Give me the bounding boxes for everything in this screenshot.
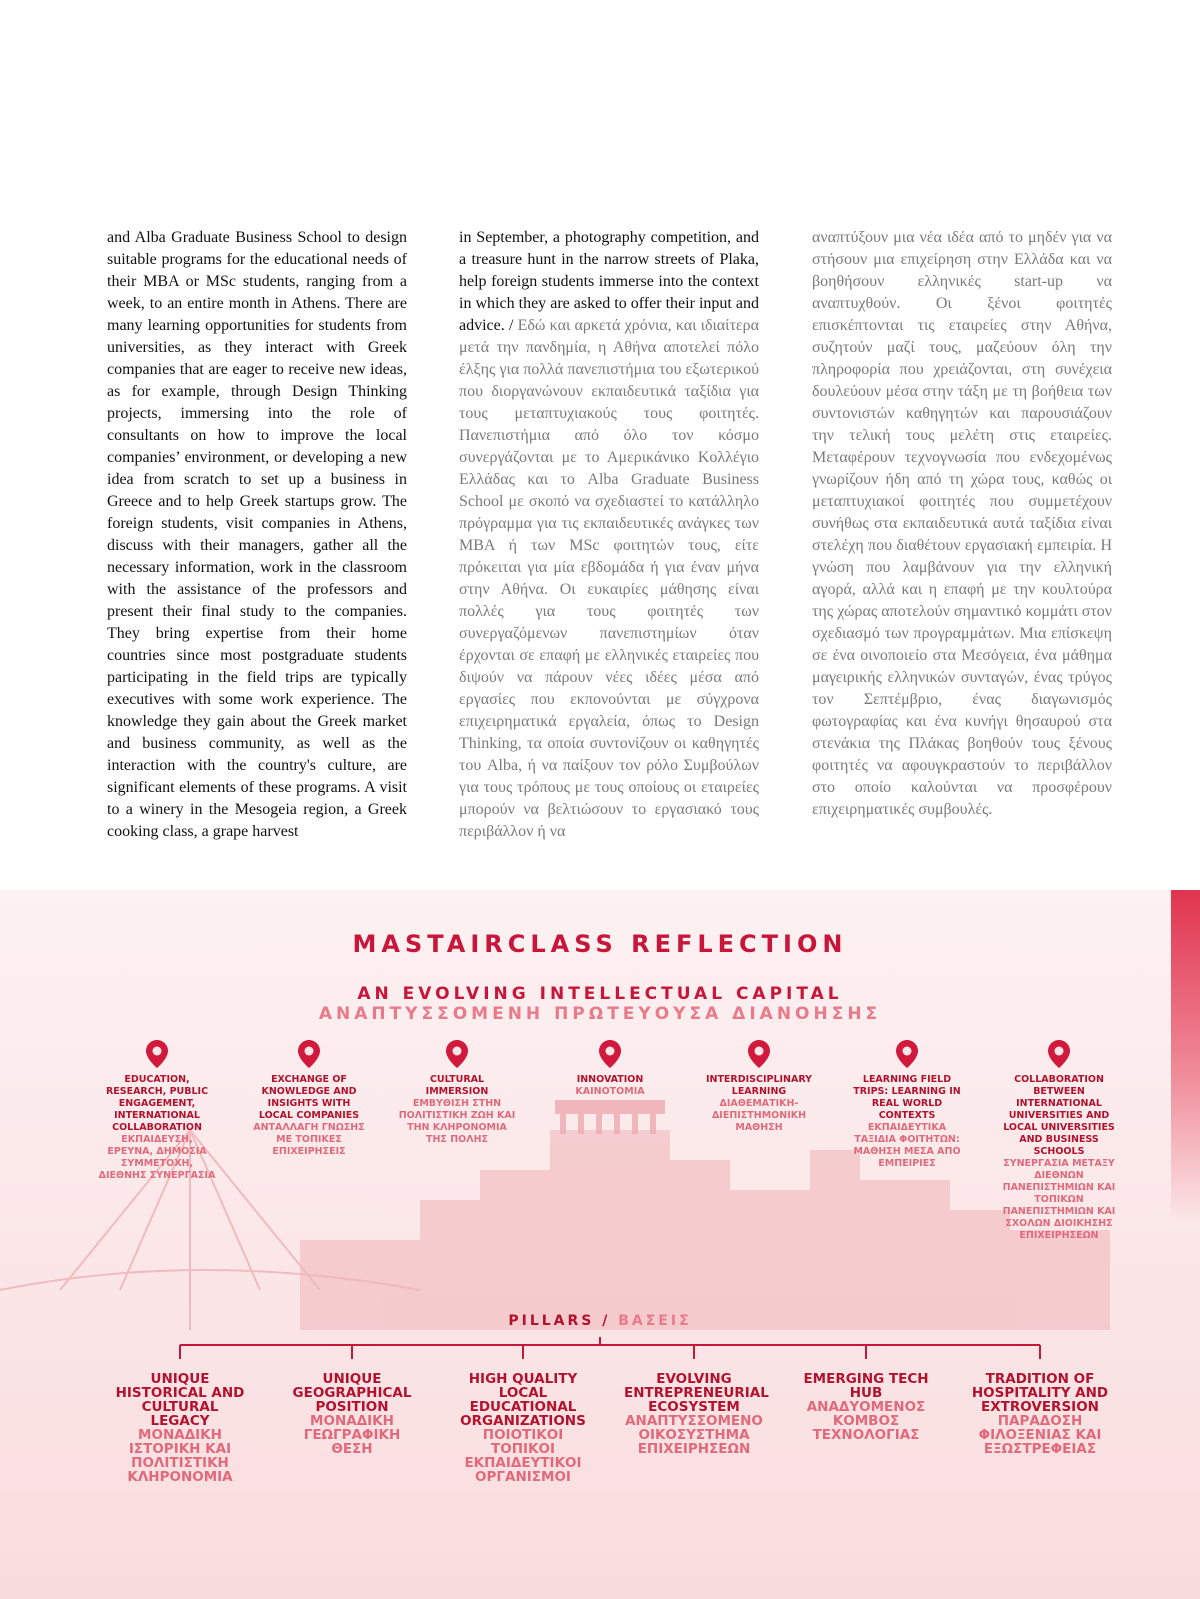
location-pin-icon — [1048, 1040, 1070, 1068]
article-column-mixed — [459, 227, 759, 843]
article-text-en: and Alba Graduate Business School to design suitable programs for the educational needs of their MBA or MSc students, ranging from a week, to an entire month in Athens. There are many learning opportunities for students from universities, as they interact with Greek companies that are eager to receive new ideas, as for example, through Design Thinking projects, immersing into the role of consultants on how to improve the local companies’ environment, or developing a new idea from scratch to set up a business in Greece and to help Greek startups grow. The foreign students, visit companies in Athens, discuss with their managers, gather all the necessary information, work in the classroom with the assistance of the professors and present their final study to the companies. They bring expertise from their home countries since most postgraduate students participating in the field trips are typically executives with some work experience. The knowledge they gain about the Greek market and business community, as well as the interaction with the country's culture, are significant elements of these programs. A visit to a winery in the Mesogeia region, a Greek cooking class, a grape harvest — [107, 229, 407, 840]
pillar-label-gr: ΑΝΑΔΥΟΜΕΝΟΣ ΚΟΜΒΟΣ ΤΕΧΝΟΛΟΓΙΑΣ — [806, 1399, 926, 1443]
pillar-item — [624, 1371, 769, 1457]
pillar-label-gr: ΠΟΙΟΤΙΚΟΙ ΤΟΠΙΚΟΙ ΕΚΠΑΙΔΕΥΤΙΚΟΙ ΟΡΓΑΝΙΣΜΟΙ — [464, 1427, 582, 1485]
topic-item — [848, 1040, 966, 1170]
topic-label-en: COLLABORATION BETWEEN INTERNATIONAL UNIVERSITIES AND LOCAL UNIVERSITIES AND BUSINESS SCHOOLS — [1003, 1074, 1115, 1157]
topic-label-gr: ΣΥΝΕΡΓΑΣΙΑ ΜΕΤΑΞΥ ΔΙΕΘΝΩΝ ΠΑΝΕΠΙΣΤΗΜΙΩΝ ΚΑΙ ΤΟΠΙΚΩΝ ΠΑΝΕΠΙΣΤΗΜΙΩΝ ΚΑΙ ΣΧΟΛΩΝ ΔΙΟΙΚΗΣΗΣ ΕΠΙΧΕΙΡΗΣΕΩΝ — [1002, 1158, 1116, 1241]
pillar-item — [282, 1372, 422, 1456]
topic-label-gr: ΑΝΤΑΛΛΑΓΗ ΓΝΩΣΗΣ ΜΕ ΤΟΠΙΚΕΣ ΕΠΙΧΕΙΡΗΣΕΙΣ — [253, 1122, 365, 1157]
pillars-heading-gr: ΒΑΣΕΙΣ — [618, 1313, 692, 1329]
topic-label-gr: ΕΚΠΑΙΔΕΥΣΗ, ΕΡΕΥΝΑ, ΔΗΜΟΣΙΑ ΣΥΜΜΕΤΟΧΗ, ΔΙΕΘΝΗΣ ΣΥΝΕΡΓΑΣΙΑ — [98, 1134, 216, 1181]
pillars-heading-separator: / — [594, 1313, 619, 1329]
pillar-label-en: UNIQUE GEOGRAPHICAL POSITION — [292, 1371, 412, 1415]
location-pin-icon — [446, 1040, 468, 1068]
topic-label-en: EDUCATION, RESEARCH, PUBLIC ENGAGEMENT, INTERNATIONAL COLLABORATION — [105, 1074, 209, 1133]
topic-item — [1000, 1040, 1118, 1242]
topic-label-en: CULTURAL IMMERSION — [425, 1074, 489, 1097]
pillars-heading — [0, 1313, 1200, 1329]
article-column-english — [107, 227, 407, 843]
topic-label-gr: ΔΙΑΘΕΜΑΤΙΚΗ-ΔΙΕΠΙΣΤΗΜΟΝΙΚΗ ΜΑΘΗΣΗ — [711, 1098, 807, 1133]
topic-item — [551, 1040, 669, 1098]
infographic-subtitle-gr: ΑΝΑΠΤΥΣΣΟΜΕΝΗ ΠΡΩΤΕΥΟΥΣΑ ΔΙΑΝΟΗΣΗΣ — [318, 1004, 882, 1024]
article-text-gr-start: Εδώ και αρκετά χρόνια, και ιδιαίτερα μετά την πανδημία, η Αθήνα αποτελεί πόλο έλξης για πολλά πανεπιστήμια του εξωτερικού που διοργανώνουν εκπαιδευτικά ταξίδια για τους μεταπτυχιακούς τους φοιτητές. Πανεπιστήμια από όλο τον κόσμο συνεργάζονται με το Αμερικάνικο Κολλέγιο Ελλάδας και το Alba Graduate Business School με σκοπό να σχεδιαστεί το κατάλληλο πρόγραμμα για τις εκπαιδευτικές ανάγκες των MBA ή των MSc φοιτητών τους, είτε πρόκειται για μία εβδομάδα ή για έναν μήνα στην Αθήνα. Οι ευκαιρίες μάθησης είναι πολλές για τους φοιτητές των συνεργαζόμενων πανεπιστημίων όταν έρχονται σε επαφή με ελληνικές εταιρείες που διψούν να πάρουν νέες ιδέες μέσα από εργασίες που εκπονούνται με σύγχρονα επιχειρηματικά εργαλεία, όπως το Design Thinking, τα οποία συντονίζουν οι καθηγητές του Alba, ή να παίξουν τον ρόλο Συμβούλων για τους τρόπους με τους οποίους οι εταιρείες μπορούν να βελτιώσουν το εργασιακό τους περιβάλλον ή να — [459, 317, 759, 840]
infographic-title: MASTAIRCLASS REFLECTION — [352, 930, 848, 958]
pillar-item — [453, 1372, 593, 1484]
location-pin-icon — [298, 1040, 320, 1068]
topic-label-en: EXCHANGE OF KNOWLEDGE AND INSIGHTS WITH LOCAL COMPANIES — [258, 1074, 360, 1121]
topic-label-gr: ΕΜΒΥΘΙΣΗ ΣΤΗΝ ΠΟΛΙΤΙΣΤΙΚΗ ΖΩΗ ΚΑΙ ΤΗΝ ΚΛΗΡΟΝΟΜΙΑ ΤΗΣ ΠΟΛΗΣ — [398, 1098, 516, 1145]
language-separator: / — [504, 317, 518, 334]
topic-label-gr: ΚΑΙΝΟΤΟΜΙΑ — [575, 1086, 645, 1097]
pillar-label-gr: ΜΟΝΑΔΙΚΗ ΓΕΩΓΡΑΦΙΚΗ ΘΕΣΗ — [303, 1413, 401, 1457]
pillar-label-gr: ΠΑΡΑΔΟΣΗ ΦΙΛΟΞΕΝΙΑΣ ΚΑΙ ΕΞΩΣΤΡΕΦΕΙΑΣ — [978, 1413, 1102, 1457]
topic-label-en: LEARNING FIELD TRIPS: LEARNING IN REAL WORLD CONTEXTS — [853, 1074, 961, 1121]
pillar-label-en: EVOLVING ENTREPRENEURIAL ECOSYSTEM — [624, 1371, 769, 1415]
topic-label-en: INNOVATION — [576, 1074, 644, 1085]
pillars-heading-en: PILLARS — [508, 1313, 595, 1329]
article-text-en-end: in September, a photography competition, and a treasure hunt in the narrow streets of Plaka, help foreign students immerse into the context in which they are asked to offer their input and advice. — [459, 229, 759, 334]
article-text-gr: αναπτύξουν μια νέα ιδέα από το μηδέν για να στήσουν μια επιχείρηση στην Ελλάδα και να βοηθήσουν ελληνικές start-up να αναπτυχθούν. Οι ξένοι φοιτητές επισκέπτονται τις εταιρείες στην Αθήνα, συζητούν μαζί τους, μαζεύουν όλη την πληροφορία που χρειάζονται, στη συνέχεια δουλεύουν μέσα στην τάξη με τη βοήθεια των συντονιστών καθηγητών και παρουσιάζουν την τελική τους μελέτη στις εταιρείες. Μεταφέρουν τεχνογνωσία που ενδεχομένως γνωρίζουν ήδη από τη χώρα τους, καθώς οι μεταπτυχιακοί φοιτητές που συμμετέχουν συνήθως στα εκπαιδευτικά αυτά ταξίδια είναι στελέχη που διαθέτουν εργασιακή εμπειρία. Η γνώση που λαμβάνουν για την ελληνική αγορά, αλλά και η επαφή με την κουλτούρα της χώρας αποτελούν σημαντικό κομμάτι στον σχεδιασμό των προγραμμάτων. Μια επίσκεψη σε ένα οινοποιείο στα Μεσόγεια, ένα μάθημα μαγειρικής ελληνικών συνταγών, ένας τρύγος τον Σεπτέμβριο, ένας διαγωνισμός φωτογραφίας και ένα κυνήγι θησαυρού στα στενάκια της Πλάκας βοηθούν τους ξένους φοιτητές να αφουγκραστούν το περιβάλλον στο οποίο καλούνται να προσφέρουν επιχειρηματικές συμβουλές. — [812, 229, 1112, 818]
topic-item — [398, 1040, 516, 1146]
pillar-label-en: UNIQUE HISTORICAL AND CULTURAL LEGACY — [115, 1371, 245, 1429]
topic-label-en: INTERDISCIPLINARY LEARNING — [705, 1074, 813, 1097]
pillar-label-en: EMERGING TECH HUB — [803, 1371, 929, 1401]
topic-label-gr: ΕΚΠΑΙΔΕΥΤΙΚΑ ΤΑΞΙΔΙΑ ΦΟΙΤΗΤΩΝ: ΜΑΘΗΣΗ ΜΕΣΑ ΑΠΟ ΕΜΠΕΙΡΙΕΣ — [853, 1122, 961, 1169]
location-pin-icon — [748, 1040, 770, 1068]
pillar-label-en: HIGH QUALITY LOCAL EDUCATIONAL ORGANIZATIONS — [460, 1371, 586, 1429]
pillars-connector-bracket — [0, 1337, 1200, 1367]
location-pin-icon — [896, 1040, 918, 1068]
location-pin-icon — [599, 1040, 621, 1068]
topic-item — [98, 1040, 216, 1182]
pillar-label-gr: ΜΟΝΑΔΙΚΗ ΙΣΤΟΡΙΚΗ ΚΑΙ ΠΟΛΙΤΙΣΤΙΚΗ ΚΛΗΡΟΝΟΜΙΑ — [127, 1427, 233, 1485]
pillar-item — [110, 1372, 250, 1484]
pillar-item — [796, 1372, 936, 1442]
article-paragraph-mixed — [459, 227, 759, 843]
pillar-label-gr: ΑΝΑΠΤΥΣΣΟΜΕΝΟ ΟΙΚΟΣΥΣΤΗΜΑ ΕΠΙΧΕΙΡΗΣΕΩΝ — [625, 1413, 763, 1457]
pillar-item — [970, 1372, 1110, 1456]
topic-item — [250, 1040, 368, 1158]
location-pin-icon — [146, 1040, 168, 1068]
article-column-greek — [812, 227, 1112, 821]
masterclass-infographic — [0, 890, 1200, 1599]
topic-item — [700, 1040, 818, 1134]
infographic-subtitle-en: AN EVOLVING INTELLECTUAL CAPITAL — [357, 984, 843, 1004]
pillar-label-en: TRADITION OF HOSPITALITY AND EXTROVERSION — [971, 1371, 1109, 1415]
